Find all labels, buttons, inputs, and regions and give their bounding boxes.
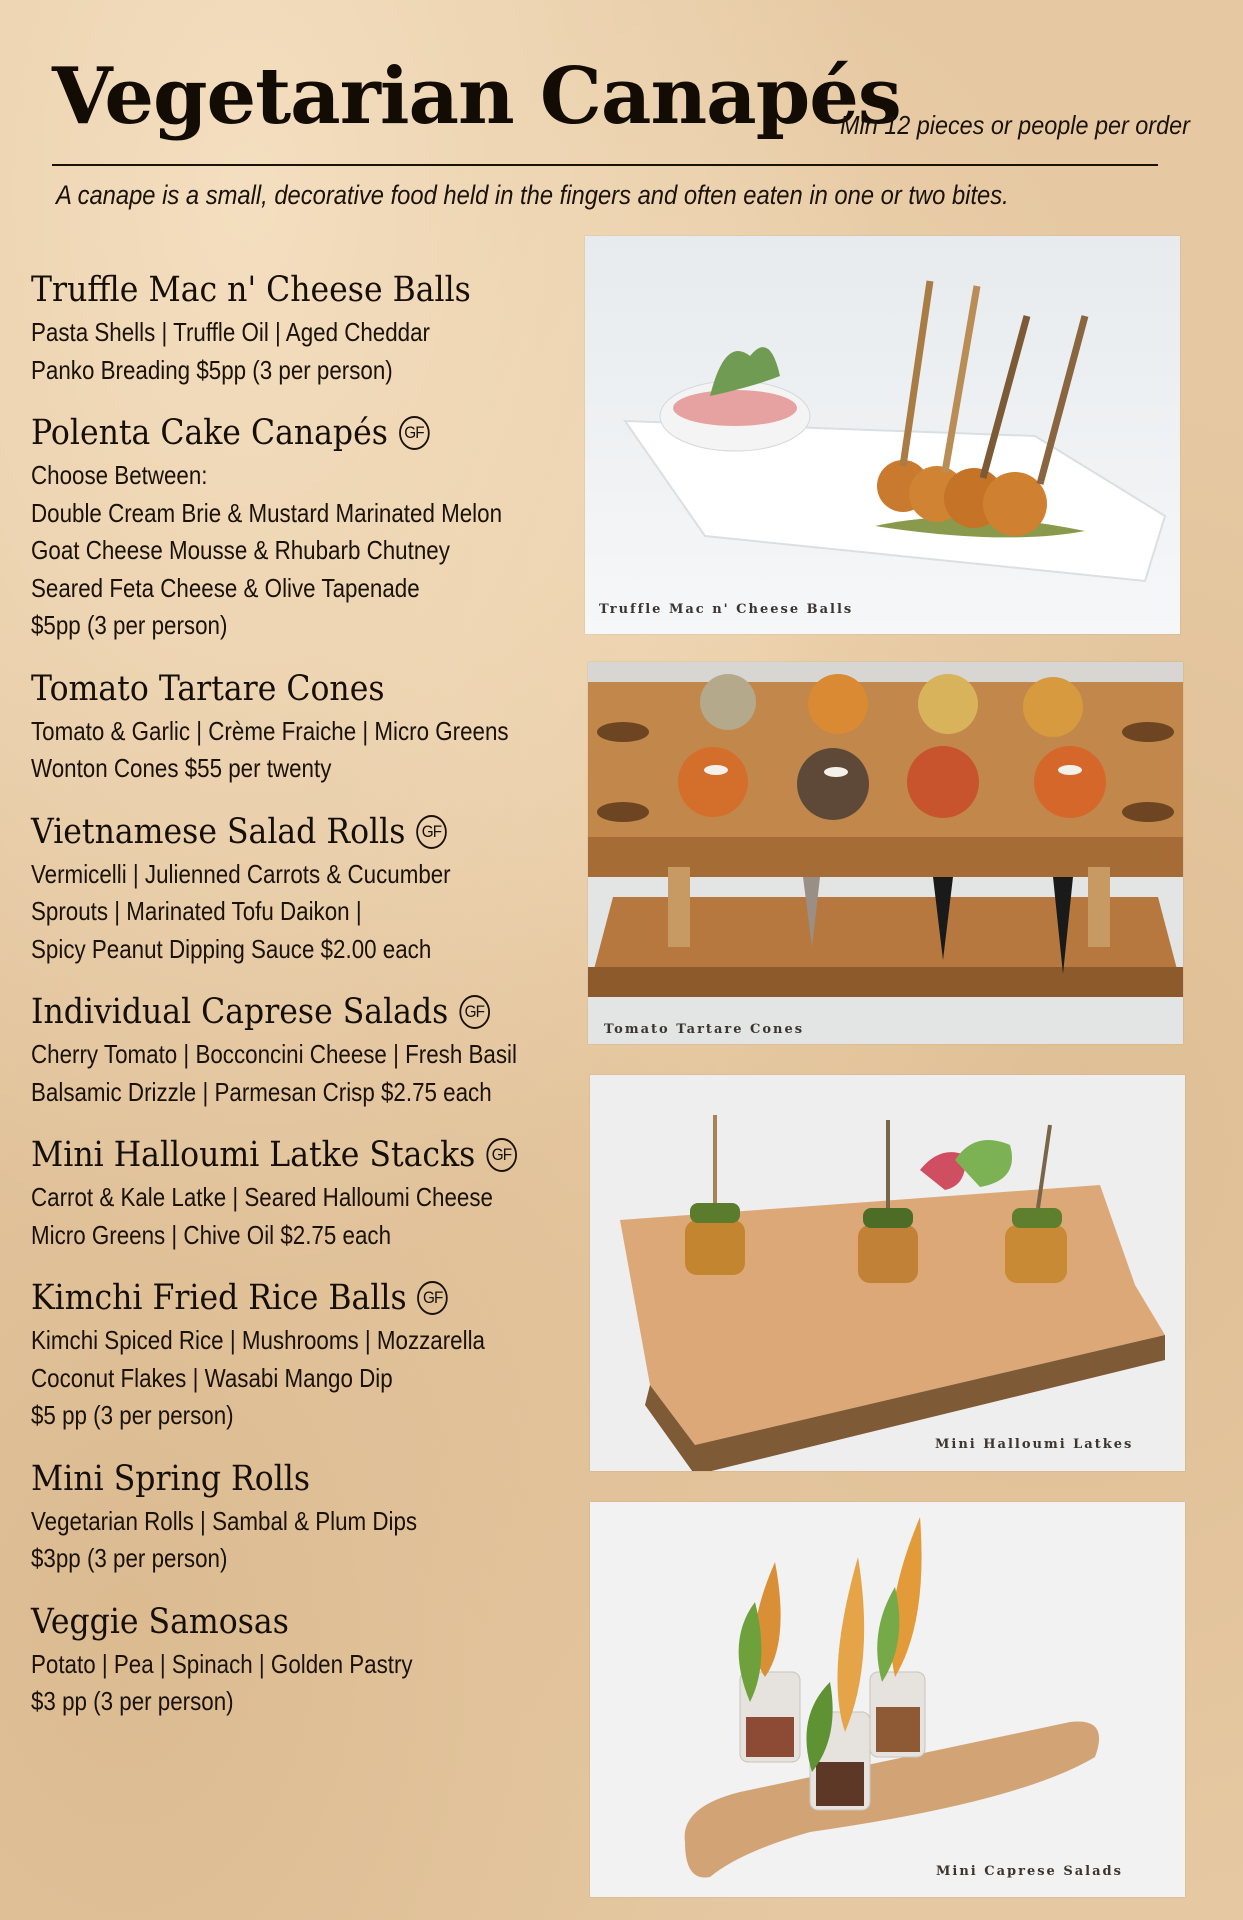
- item-description-line: $3pp (3 per person): [31, 1543, 228, 1573]
- item-name: Kimchi Fried Rice Balls: [31, 1278, 407, 1318]
- item-description-line: Seared Feta Cheese & Olive Tapenade: [31, 572, 420, 603]
- item-description-line: Coconut Flakes | Wasabi Mango Dip: [31, 1362, 393, 1393]
- item-name: Individual Caprese Salads: [31, 992, 449, 1032]
- minimum-order-note: Min 12 pieces or people per order: [840, 110, 1190, 140]
- photo-caption: Tomato Tartare Cones: [604, 1022, 805, 1037]
- item-name: Veggie Samosas: [31, 1601, 289, 1642]
- item-description-line: Goat Cheese Mousse & Rhubarb Chutney: [31, 535, 450, 565]
- item-description-line: $5pp (3 per person): [31, 610, 228, 640]
- item-description-line: $3 pp (3 per person): [31, 1686, 234, 1716]
- gluten-free-badge: GF: [459, 995, 490, 1029]
- item-name: Vietnamese Salad Rolls: [31, 811, 406, 852]
- photo-caption: Truffle Mac n' Cheese Balls: [599, 602, 854, 617]
- item-description-line: Vegetarian Rolls | Sambal & Plum Dips: [31, 1505, 418, 1536]
- photo-illustration: [585, 236, 1180, 634]
- photo-caption: Mini Halloumi Latkes: [935, 1437, 1134, 1452]
- photo-caption: Mini Caprese Salads: [936, 1864, 1123, 1879]
- item-description-line: Balsamic Drizzle | Parmesan Crisp $2.75 each: [31, 1076, 492, 1107]
- item-description-line: Spicy Peanut Dipping Sauce $2.00 each: [31, 933, 432, 964]
- item-description-line: Wonton Cones $55 per twenty: [31, 753, 332, 783]
- item-description-line: Vermicelli | Julienned Carrots & Cucumber: [31, 858, 451, 889]
- title-divider: [52, 164, 1158, 166]
- photo-mini-halloumi-latkes: [590, 1075, 1185, 1471]
- item-description-line: Double Cream Brie & Mustard Marinated Melon: [31, 497, 503, 528]
- item-name: Polenta Cake Canapés: [31, 413, 388, 453]
- menu-item-truffle-mac-balls: [31, 266, 591, 389]
- gluten-free-badge: GF: [399, 416, 430, 450]
- photo-illustration: [588, 662, 1183, 1044]
- photo-illustration: [590, 1502, 1185, 1897]
- item-description-line: Choose Between:: [31, 460, 208, 490]
- menu-item-spring-rolls: [31, 1455, 591, 1578]
- item-description-line: $5 pp (3 per person): [31, 1400, 234, 1430]
- item-description-line: Panko Breading $5pp (3 per person): [31, 354, 393, 385]
- item-name: Truffle Mac n' Cheese Balls: [31, 270, 471, 310]
- item-description-line: Kimchi Spiced Rice | Mushrooms | Mozzarella: [31, 1325, 485, 1355]
- menu-item-veggie-samosas: [31, 1598, 591, 1721]
- item-name: Tomato Tartare Cones: [31, 668, 385, 709]
- photo-mini-caprese-salads: [590, 1502, 1185, 1897]
- photo-tomato-tartare-cones: [588, 662, 1183, 1044]
- gluten-free-badge: GF: [486, 1138, 517, 1172]
- photo-illustration: [590, 1075, 1185, 1471]
- gluten-free-badge: GF: [416, 815, 447, 849]
- item-description-line: Tomato & Garlic | Crème Fraiche | Micro Greens: [31, 715, 509, 746]
- gluten-free-badge: GF: [417, 1281, 448, 1315]
- item-name: Mini Halloumi Latke Stacks: [31, 1135, 476, 1175]
- item-description-line: Cherry Tomato | Bocconcini Cheese | Fresh Basil: [31, 1039, 517, 1069]
- item-description-line: Pasta Shells | Truffle Oil | Aged Cheddar: [31, 317, 430, 347]
- menu-item-polenta-cake: [31, 409, 591, 645]
- item-name: Mini Spring Rolls: [31, 1458, 311, 1499]
- menu-list: [31, 266, 591, 1741]
- photo-truffle-mac-cheese-balls: [585, 236, 1180, 634]
- menu-item-kimchi-rice-balls: [31, 1274, 591, 1435]
- menu-item-vietnamese-rolls: [31, 808, 591, 969]
- page-subtitle: A canape is a small, decorative food held in the fingers and often eaten in one or two bites.: [56, 180, 1009, 210]
- item-description-line: Micro Greens | Chive Oil $2.75 each: [31, 1219, 392, 1250]
- page-title: Vegetarian Canapés: [52, 51, 901, 142]
- menu-item-halloumi-latke: [31, 1131, 591, 1254]
- menu-item-tomato-tartare: [31, 665, 591, 788]
- item-description-line: Sprouts | Marinated Tofu Daikon |: [31, 896, 362, 926]
- item-description-line: Carrot & Kale Latke | Seared Halloumi Cheese: [31, 1182, 493, 1212]
- item-description-line: Potato | Pea | Spinach | Golden Pastry: [31, 1648, 413, 1679]
- menu-item-caprese-salads: [31, 988, 591, 1111]
